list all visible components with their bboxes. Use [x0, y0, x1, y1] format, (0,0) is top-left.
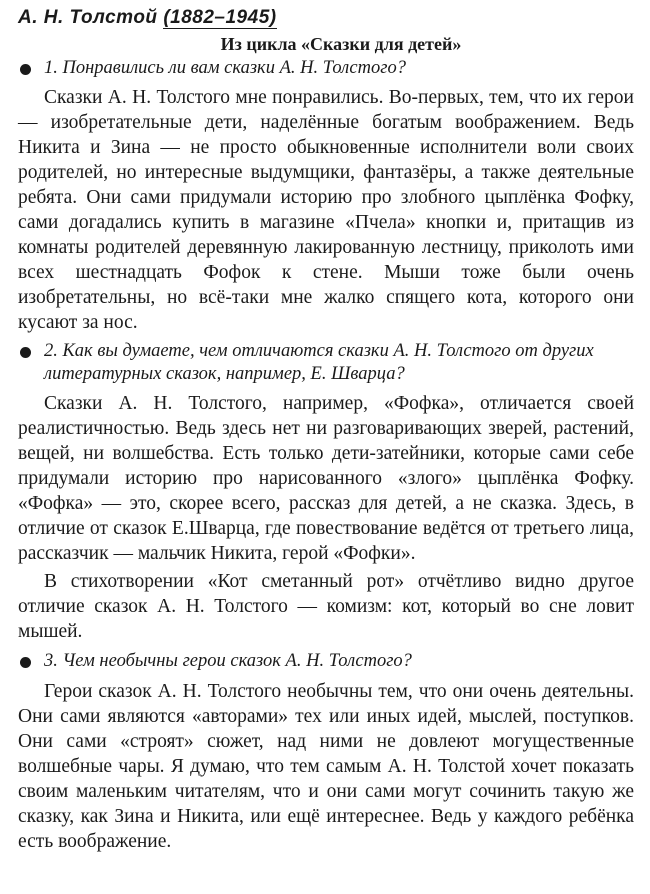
answer-1-paragraph-1: Сказки А. Н. Толстого мне понравились. Во-первых, тем, что их герои — изобретательные дети, наделённые богатым воображением. Ведь Никита и Зина — не просто обыкновенные исполнители воли своих родителей, но интересные выдумщики, фантазёры, а также деятельные ребята. Они сами придумали историю про злобного цыплёнка Фофку, сами догадались купить в магазине «Пчела» кнопки и, притащив из комнаты родителей деревянную лакированную лестницу, приколоть ими всех шестнадцать Фофок к стене. Мыши тоже были очень изобретательны, но всё-таки мне жалко спящего кота, которого они кусают за нос.: [18, 87, 634, 333]
author-heading: [18, 4, 634, 32]
question-2-text: 2. Как вы думаете, чем отличаются сказки А. Н. Толстого от других литературных сказок, например, Е. Шварца?: [44, 341, 594, 384]
section-question-3: [18, 650, 634, 854]
question-1: [18, 57, 634, 80]
question-3: [18, 650, 634, 673]
author-name: А. Н. Толстой: [18, 7, 158, 28]
bullet-icon: [20, 657, 31, 668]
answer-2-paragraph-1: Сказки А. Н. Толстого, например, «Фофка», отличается своей реалистичностью. Ведь здесь нет ни разговаривающих зверей, растений, вещей, ни волшебства. Есть только дети-затейники, которые сами себе придумали историю про нарисованного «злого» цыплёнка Фофку. «Фофка» — это, скорее всего, рассказ для детей, а не сказка. Здесь, в отличие от сказок Е.Шварца, где повествование ведётся от третьего лица, рассказчик — мальчик Никита, герой «Фофки».: [18, 393, 634, 564]
cycle-title: Из цикла «Сказки для детей»: [220, 34, 462, 54]
bullet-icon: [20, 64, 31, 75]
answer-2-paragraph-2: В стихотворении «Кот сметанный рот» отчётливо видно другое отличие сказок А. Н. Толстого — комизм: кот, который во сне ловит мышей.: [18, 571, 634, 642]
question-1-text: 1. Понравились ли вам сказки А. Н. Толстого?: [44, 58, 406, 78]
author-dates: (1882–1945): [163, 7, 277, 28]
question-2: [18, 340, 634, 386]
section-question-2: [18, 340, 634, 644]
bullet-icon: [20, 347, 31, 358]
answer-3-paragraph-1: Герои сказок А. Н. Толстого необычны тем, что они очень деятельны. Они сами являются «авторами» тех или иных идей, мыслей, поступков. Они сами «строят» сюжет, над ними не довлеют могущественные волшебные чары. Я думаю, что тем самым А. Н. Толстой хочет показать своим маленьким читателям, что и они сами могут сочинить такую же сказку, как Зина и Никита, или ещё интереснее. Ведь у каждого ребёнка есть воображение.: [18, 681, 634, 852]
question-3-text: 3. Чем необычны герои сказок А. Н. Толстого?: [44, 651, 412, 671]
section-question-1: [18, 57, 634, 335]
